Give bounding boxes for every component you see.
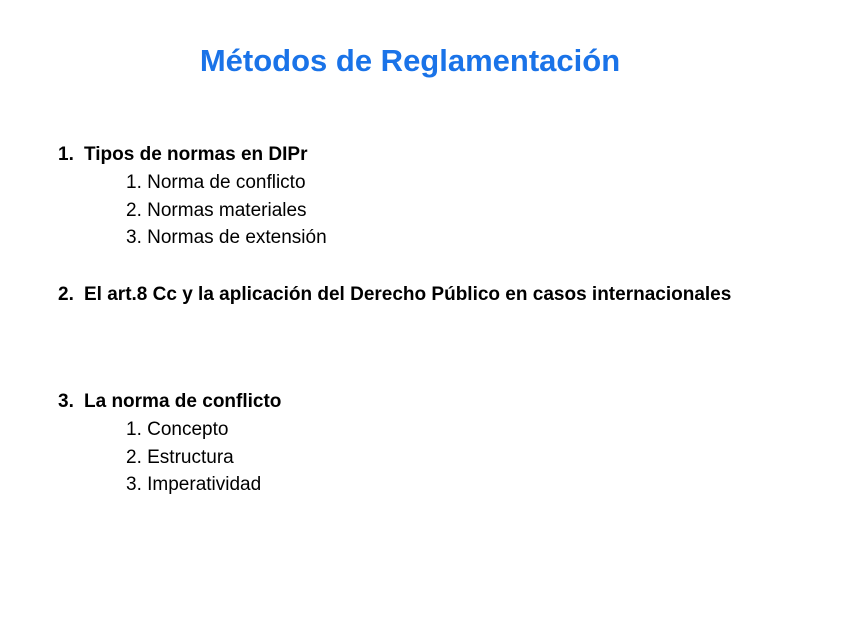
sub-item: 2. Normas materiales — [126, 199, 307, 221]
section-number: 3. — [58, 391, 74, 412]
sub-item: 2. Estructura — [126, 446, 234, 468]
sub-list — [58, 416, 778, 499]
sub-item: 1. Norma de conflicto — [126, 172, 306, 193]
section-heading — [58, 390, 778, 413]
section-title: La norma de conflicto — [84, 391, 282, 412]
slide-title: Métodos de Reglamentación — [199, 43, 621, 78]
section-art8 — [58, 283, 778, 306]
section-title: El art.8 Cc y la aplicación del Derecho Público en casos internacionales — [84, 284, 732, 305]
sub-item: 1. Concepto — [126, 419, 229, 440]
section-norma-de-conflicto — [58, 390, 778, 499]
section-title: Tipos de normas en DIPr — [84, 144, 308, 165]
section-heading — [58, 143, 778, 166]
section-tipos-de-normas — [58, 143, 778, 252]
section-number: 2. — [58, 284, 74, 305]
sub-list — [58, 169, 778, 252]
sub-item: 3. Imperatividad — [126, 474, 262, 495]
section-heading — [58, 283, 778, 306]
section-number: 1. — [58, 144, 74, 165]
sub-item: 3. Normas de extensión — [126, 227, 327, 248]
